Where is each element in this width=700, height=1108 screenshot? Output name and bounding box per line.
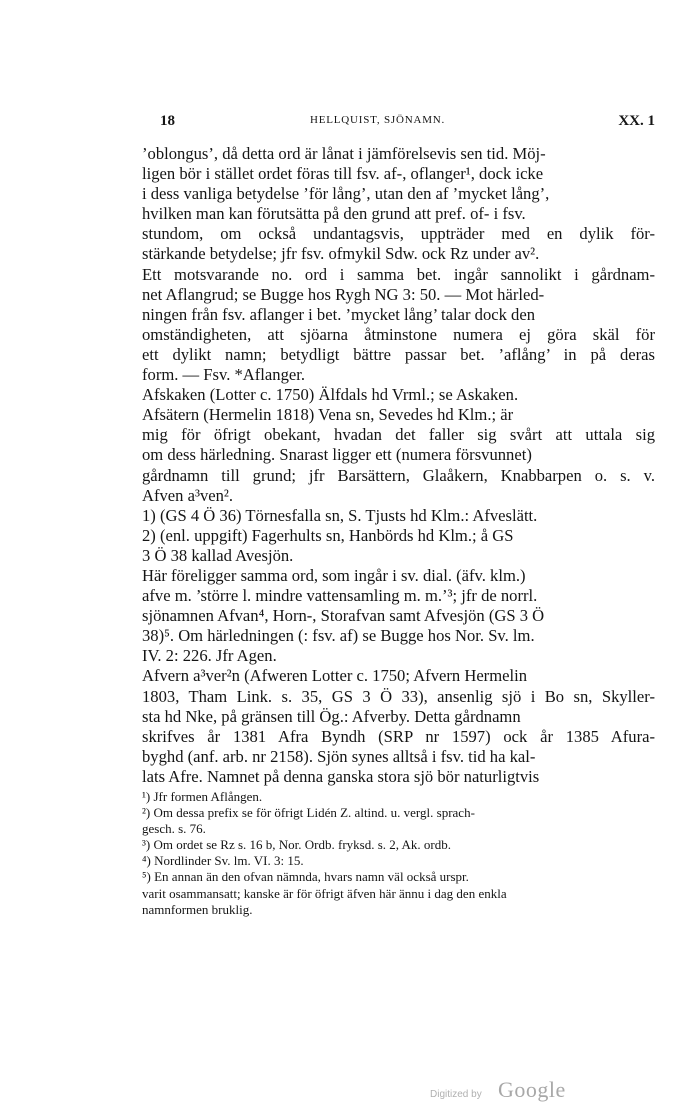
text-line: sjönamnen Afvan⁴, Horn-, Storafvan samt Afvesjön (GS 3 Ö — [142, 606, 545, 626]
footnote-line: ³) Om ordet se Rz s. 16 b, Nor. Ordb. fryksd. s. 2, Ak. ordb. — [142, 837, 452, 853]
text-line: ningen från fsv. aflanger i bet. ’mycket lång’ talar dock den — [142, 304, 536, 324]
text-line: net Aflangrud; se Bugge hos Rygh NG 3: 50. — Mot härled- — [142, 284, 545, 304]
text-line: omständigheten, att sjöarna åtminstone numera ej göra skäl för — [142, 324, 655, 344]
text-line: skrifves år 1381 Afra Byndh (SRP nr 1597) ock år 1385 Afura- — [142, 726, 655, 746]
text-line: Här föreligger samma ord, som ingår i sv. dial. (äfv. klm.) — [142, 565, 526, 585]
footnote-line: ⁵) En annan än den ofvan nämnda, hvars namn väl också urspr. — [142, 869, 469, 885]
footnote-line: ¹) Jfr formen Aflången. — [142, 789, 263, 804]
text-line: lats Afre. Namnet på denna ganska stora sjö bör naturligtvis — [142, 766, 540, 786]
text-line: 1803, Tham Link. s. 35, GS 3 Ö 33), ansenlig sjö i Bo sn, Skyller- — [142, 686, 655, 706]
text-line: Afsätern (Hermelin 1818) Vena sn, Sevedes hd Klm.; är — [142, 405, 514, 425]
text-line: ligen bör i stället ordet föras till fsv. af-, oflanger¹, dock icke — [142, 164, 544, 184]
page-body — [142, 144, 655, 918]
text-line: om dess härledning. Snarast ligger ett (numera försvunnet) — [142, 445, 532, 465]
text-line: Afvern a³ver²n (Afweren Lotter c. 1750; Afvern Hermelin — [142, 666, 528, 686]
text-line: mig för öfrigt obekant, hvadan det faller sig svårt att uttala sig — [142, 425, 655, 445]
page-header — [160, 113, 655, 135]
google-logo: Google — [498, 1077, 566, 1102]
text-line: i dess vanliga betydelse ’för lång’, utan den af ’mycket lång’, — [142, 184, 550, 204]
text-line: 1) (GS 4 Ö 36) Törnesfalla sn, S. Tjusts hd Klm.: Afveslätt. — [142, 505, 538, 525]
footnote-line: ²) Om dessa prefix se för öfrigt Lidén Z. altind. u. vergl. sprach- — [142, 805, 475, 821]
digitization-watermark — [430, 1075, 580, 1105]
footnotes — [142, 789, 655, 918]
text-line: stärkande betydelse; jfr fsv. ofmykil Sdw. ock Rz under av². — [142, 244, 540, 264]
text-line: 3 Ö 38 kallad Avesjön. — [142, 545, 294, 565]
text-line: 2) (enl. uppgift) Fagerhults sn, Hanbörds hd Klm.; å GS — [142, 525, 514, 545]
text-line: stundom, om också undantagsvis, uppträder med en dylik för- — [142, 224, 655, 244]
text-line: byghd (anf. arb. nr 2158). Sjön synes alltså i fsv. tid ha kal- — [142, 746, 536, 766]
footnote-line: ⁴) Nordlinder Sv. lm. VI. 3: 15. — [142, 853, 304, 869]
text-line: ’oblongus’, då detta ord är lånat i jämförelsevis sen tid. Möj- — [142, 144, 546, 163]
text-line: Afven a³ven². — [142, 485, 234, 505]
text-line: Ett motsvarande no. ord i samma bet. ingår sannolikt i gårdnam- — [142, 264, 655, 284]
footnote-line: varit osammansatt; kanske är för öfrigt äfven här ännu i dag den enkla — [142, 885, 507, 901]
text-line: afve m. ’större l. mindre vattensamling m. m.’³; jfr de norrl. — [142, 586, 538, 606]
text-line: gårdnamn till grund; jfr Barsättern, Glaåkern, Knabbarpen o. s. v. — [142, 465, 655, 485]
text-line: Afskaken (Lotter c. 1750) Älfdals hd Vrml.; se Askaken. — [142, 385, 519, 405]
footnote-line: gesch. s. 76. — [142, 821, 206, 837]
digitized-by-text: Digitized by — [430, 1089, 482, 1100]
section-number: XX. 1 — [618, 113, 655, 129]
text-line: 38)⁵. Om härledningen (: fsv. af) se Bugge hos Nor. Sv. lm. — [142, 626, 535, 646]
text-line: hvilken man kan förutsätta på den grund att pref. of- i fsv. — [142, 204, 526, 224]
text-line: ett dylikt namn; betydligt bättre passar bet. ’aflång’ in på deras — [142, 344, 655, 364]
running-title: HELLQUIST, SJÖNAMN. — [310, 114, 446, 126]
footnote-line: namnformen bruklig. — [142, 901, 253, 917]
text-line: IV. 2: 226. Jfr Agen. — [142, 646, 277, 666]
main-text — [142, 144, 655, 787]
text-line: form. — Fsv. *Aflanger. — [142, 365, 305, 385]
page-number: 18 — [160, 113, 175, 129]
text-line: sta hd Nke, på gränsen till Ög.: Afverby. Detta gårdnamn — [142, 706, 521, 726]
